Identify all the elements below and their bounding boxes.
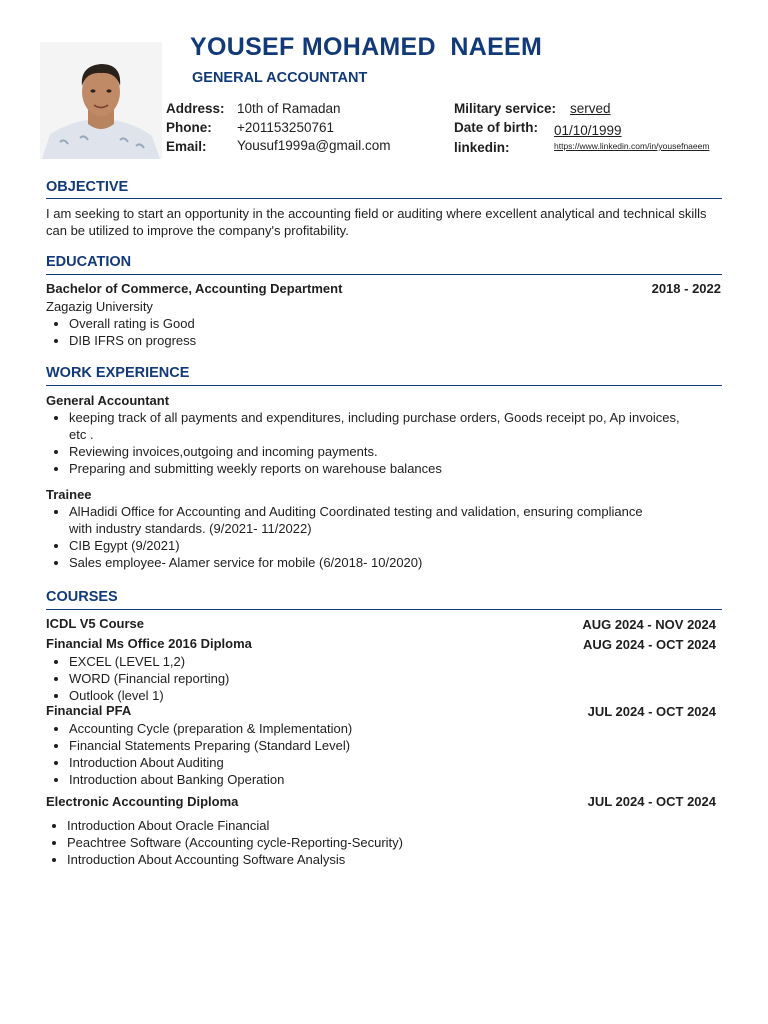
dob-label: Date of birth:	[454, 120, 538, 135]
person-name: YOUSEF MOHAMED NAEEM	[190, 33, 543, 61]
list-item: • DIB IFRS on progress	[69, 332, 729, 349]
degree-dates: 2018 - 2022	[651, 281, 721, 296]
course-dates: AUG 2024 - OCT 2024	[583, 637, 716, 652]
list-item: • Accounting Cycle (preparation & Implementation)	[69, 720, 669, 737]
course-dates: AUG 2024 - NOV 2024	[582, 617, 716, 632]
list-item: • Introduction About Accounting Software Analysis	[67, 851, 667, 868]
list-item: • Reviewing invoices,outgoing and incoming payments.	[69, 443, 699, 460]
linkedin-link[interactable]: https://www.linkedin.com/in/yousefnaeem	[554, 141, 710, 151]
objective-text: I am seeking to start an opportunity in the accounting field or auditing where excellent analytical and technical skills can be utilized to improve the company's profitability.	[46, 206, 707, 238]
list-item: • Preparing and submitting weekly reports on warehouse balances	[69, 460, 699, 477]
objective-divider	[46, 198, 722, 199]
course-dates: JUL 2024 - OCT 2024	[587, 704, 716, 719]
military-label: Military service:	[454, 101, 557, 116]
courses-heading: COURSES	[46, 589, 118, 605]
list-item: • Outlook (level 1)	[69, 687, 669, 704]
education-heading: EDUCATION	[46, 254, 132, 270]
job-bullets	[46, 503, 669, 571]
list-item: • keeping track of all payments and expenditures, including purchase orders, Goods receipt po, Ap invoices, etc .	[69, 409, 699, 443]
course-bullets	[44, 817, 667, 868]
dob-value: 01/10/1999	[554, 123, 622, 138]
course-bullets	[46, 653, 669, 704]
list-item: • Introduction about Banking Operation	[69, 771, 669, 788]
list-item: • Financial Statements Preparing (Standard Level)	[69, 737, 669, 754]
job-title-general-accountant: General Accountant	[46, 393, 170, 408]
degree-title: Bachelor of Commerce, Accounting Department	[46, 281, 343, 296]
work-heading: WORK EXPERIENCE	[46, 365, 190, 381]
course-dates: JUL 2024 - OCT 2024	[587, 794, 716, 809]
list-item: • Sales employee- Alamer service for mobile (6/2018- 10/2020)	[69, 554, 669, 571]
list-item: • Peachtree Software (Accounting cycle-Reporting-Security)	[67, 834, 667, 851]
education-bullets	[46, 315, 729, 349]
email-label: Email:	[166, 139, 207, 154]
list-item: • EXCEL (LEVEL 1,2)	[69, 653, 669, 670]
military-value: served	[570, 101, 611, 116]
work-divider	[46, 385, 722, 386]
profile-photo	[40, 42, 162, 159]
job-title-trainee: Trainee	[46, 487, 92, 502]
address-label: Address:	[166, 101, 225, 116]
phone-value: +201153250761	[237, 120, 334, 135]
course-name: Electronic Accounting Diploma	[46, 794, 239, 809]
course-name: ICDL V5 Course	[46, 616, 145, 631]
course-bullets	[46, 720, 669, 788]
courses-divider	[46, 609, 722, 610]
linkedin-label: linkedin:	[454, 140, 510, 155]
school-name: Zagazig University	[46, 299, 153, 314]
list-item: • Overall rating is Good	[69, 315, 729, 332]
list-item: • Introduction About Oracle Financial	[67, 817, 667, 834]
job-bullets	[46, 409, 699, 477]
list-item: • Introduction About Auditing	[69, 754, 669, 771]
job-title: GENERAL ACCOUNTANT	[192, 70, 368, 86]
course-name: Financial PFA	[46, 703, 132, 718]
list-item: • CIB Egypt (9/2021)	[69, 537, 669, 554]
email-value[interactable]: Yousuf1999a@gmail.com	[237, 138, 391, 153]
objective-heading: OBJECTIVE	[46, 179, 129, 195]
phone-label: Phone:	[166, 120, 212, 135]
education-divider	[46, 274, 722, 275]
address-value: 10th of Ramadan	[237, 101, 341, 116]
course-name: Financial Ms Office 2016 Diploma	[46, 636, 252, 651]
list-item: • WORD (Financial reporting)	[69, 670, 669, 687]
list-item: • AlHadidi Office for Accounting and Auditing Coordinated testing and validation, ensuring compliance with industry standards. (9/2021- 11/2022)	[69, 503, 669, 537]
